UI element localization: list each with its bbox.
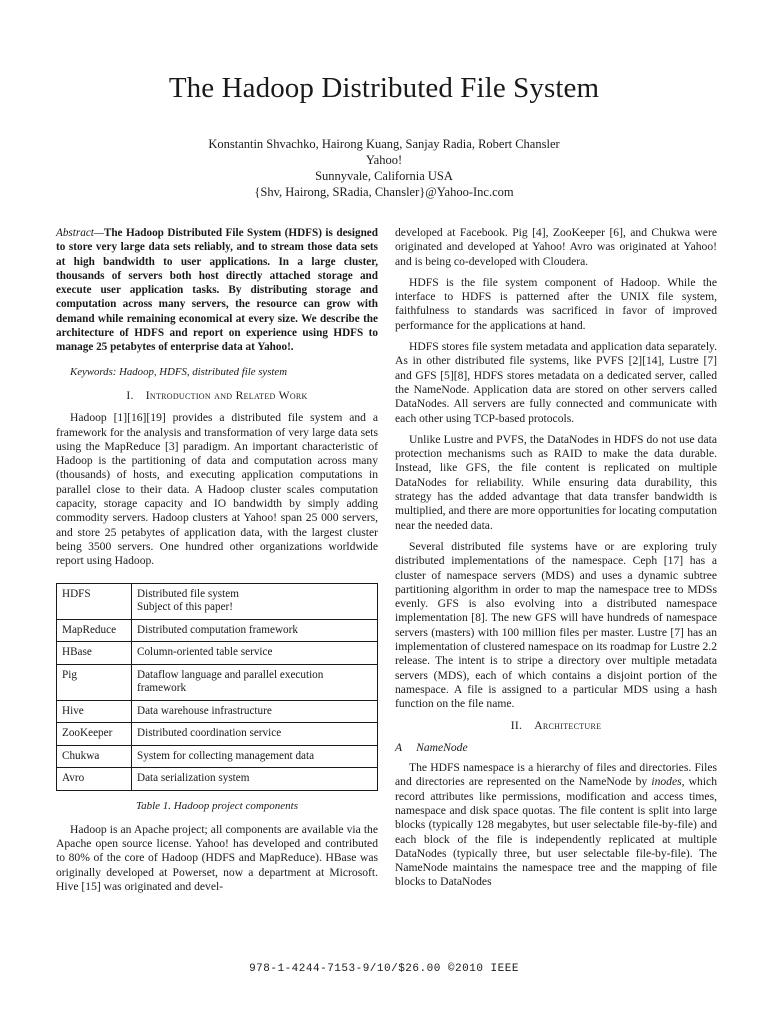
- hadoop-components-table: [56, 583, 378, 791]
- component-description: [132, 768, 378, 791]
- table-row: [57, 619, 378, 642]
- component-description-line: Dataflow language and parallel execution framework: [137, 668, 324, 695]
- table-row: [57, 700, 378, 723]
- table-caption: Table 1. Hadoop project components: [135, 799, 299, 812]
- right-paragraph-3: HDFS stores file system metadata and application data separately. As in other distributed file systems, like PVFS [2][14], Lustre [7] and GFS [5][8], HDFS stores metadata on a dedicated server, called the NameNode. Application data are stored on other servers called DataNodes. All servers are fully connected and communicate with each other using TCP-based protocols.: [395, 340, 717, 425]
- section-title: Architecture: [534, 718, 602, 732]
- left-column: [56, 226, 378, 901]
- table-row: [57, 642, 378, 665]
- right-paragraph-4: Unlike Lustre and PVFS, the DataNodes in HDFS do not use data protection mechanisms such as RAID to make the data durable. Instead, like GFS, the file content is replicated on multiple DataNodes for reliability. While ensuring data durability, this strategy has the added advantage that data transfer bandwidth is multiplied, and there are more opportunities for locating computation near the needed data.: [395, 432, 717, 532]
- abstract-text: The Hadoop Distributed File System (HDFS) is designed to store very large data sets reliably, and to stream those data sets at high bandwidth to user applications. In a large cluster, thousands of servers both host directly attached storage and execute user application tasks. By distributing storage and computation across many servers, the resource can grow with demand while remaining economical at every size. We describe the architecture of HDFS and report on experience using HDFS to manage 25 petabytes of enterprise data at Yahoo!.: [56, 227, 378, 354]
- author-emails: {Shv, Hairong, SRadia, Chansler}@Yahoo-Inc.com: [254, 185, 514, 199]
- right-column: [395, 226, 717, 897]
- component-name: Chukwa: [57, 745, 132, 768]
- paper-title: The Hadoop Distributed File System: [168, 72, 600, 104]
- right-paragraph-5: Several distributed file systems have or are exploring truly distributed implementations of the namespace. Ceph [17] has a cluster of namespace servers (MDS) and uses a dynamic subtree partitioning algorithm in order to map the namespace tree to MDSs evenly. GFS is also evolving into a distributed namespace implementation [8]. The new GFS will have hundreds of namespace servers (masters) with 100 million files per master. Lustre [7] has an implementation of clustered namespace on its roadmap for Lustre 2.2 release. The intent is to stripe a directory over multiple metadata servers (MDS), each of which contains a disjoint portion of the namespace. A file is assigned to a particular MDS using a hash function on the file name.: [395, 539, 717, 711]
- component-description: [132, 619, 378, 642]
- component-description: [132, 745, 378, 768]
- author-names: Konstantin Shvachko, Hairong Kuang, Sanjay Radia, Robert Chansler: [208, 137, 560, 151]
- component-description-line: Data serialization system: [137, 772, 250, 785]
- component-description: [132, 583, 378, 619]
- subsection-heading-namenode: [395, 741, 717, 755]
- component-description: [132, 664, 378, 700]
- component-description-line: Distributed file system: [137, 587, 239, 600]
- table-row: [57, 768, 378, 791]
- component-description-line: Data warehouse infrastructure: [137, 704, 272, 717]
- namenode-paragraph-1: [395, 761, 717, 890]
- section-title: Introduction and Related Work: [145, 388, 308, 402]
- component-description-line: Distributed coordination service: [137, 727, 282, 740]
- section-heading-architecture: [395, 719, 717, 733]
- component-description-line: Subject of this paper!: [137, 601, 234, 614]
- section-number: I.: [126, 388, 134, 402]
- page-footer-copyright: 978-1-4244-7153-9/10/$26.00 ©2010 IEEE: [249, 963, 519, 975]
- component-name: HDFS: [57, 583, 132, 619]
- component-description: [132, 723, 378, 746]
- table-row: [57, 745, 378, 768]
- right-paragraph-2: HDFS is the file system component of Hadoop. While the interface to HDFS is patterned after the UNIX file system, faithfulness to standards was sacrificed in favor of improved performance for the applications at hand.: [395, 275, 717, 332]
- author-location: Sunnyvale, California USA: [315, 169, 453, 183]
- component-description-line: Distributed computation framework: [137, 623, 298, 636]
- table-row: [57, 723, 378, 746]
- component-name: ZooKeeper: [57, 723, 132, 746]
- component-description-line: Column-oriented table service: [137, 646, 273, 659]
- component-name: HBase: [57, 642, 132, 665]
- component-name: Avro: [57, 768, 132, 791]
- intro-paragraph-2: Hadoop is an Apache project; all components are available via the Apache open source license. Yahoo! has developed and contributed to 80% of the core of Hadoop (HDFS and MapReduce). HBase was originally developed at Powerset, now a department at Microsoft. Hive [15] was originated and devel-: [56, 822, 378, 894]
- abstract: [56, 226, 378, 355]
- keywords: Keywords: Hadoop, HDFS, distributed file system: [70, 365, 288, 378]
- namenode-text-a: The HDFS namespace is a hierarchy of files and directories. Files and directories are represented on the NameNode by: [395, 761, 717, 789]
- component-name: Pig: [57, 664, 132, 700]
- subsection-number: A: [395, 740, 403, 754]
- component-name: MapReduce: [57, 619, 132, 642]
- component-description: [132, 642, 378, 665]
- table-row: [57, 583, 378, 619]
- table-row: [57, 664, 378, 700]
- abstract-lead: Abstract—: [56, 227, 104, 239]
- author-affiliation: Yahoo!: [365, 153, 403, 167]
- namenode-text-b: , which record attributes like permissions, modification and access times, namespace and disk space quotas. The file content is split into large blocks (typically 128 megabytes, but user selectable file-by-file) and each block of the file is independently replicated at multiple DataNodes (typically three, but user selectable file-by-file). The NameNode maintains the namespace tree and the mapping of file blocks to DataNodes: [395, 775, 717, 889]
- intro-paragraph-1: Hadoop [1][16][19] provides a distributed file system and a framework for the analysis and transformation of very large data sets using the MapReduce [3] paradigm. An important characteristic of Hadoop is the partitioning of data and computation across many (thousands) of hosts, and executing application computations in parallel close to their data. A Hadoop cluster scales computation capacity, storage capacity and IO bandwidth by simply adding commodity servers. Hadoop clusters at Yahoo! span 25 000 servers, and store 25 petabytes of application data, with the largest cluster being 3500 servers. One hundred other organizations worldwide report using Hadoop.: [56, 411, 378, 568]
- namenode-text-emphasis: inodes: [651, 775, 682, 789]
- right-paragraph-1: developed at Facebook. Pig [4], ZooKeeper [6], and Chukwa were originated and developed at Yahoo! Avro was originated at Yahoo! and is being co-developed with Cloudera.: [395, 226, 717, 268]
- component-description-line: System for collecting management data: [137, 749, 315, 762]
- author-block: [0, 136, 768, 200]
- subsection-title: NameNode: [416, 740, 468, 754]
- component-name: Hive: [57, 700, 132, 723]
- component-description: [132, 700, 378, 723]
- section-number: II.: [510, 718, 523, 732]
- section-heading-introduction: [56, 389, 378, 403]
